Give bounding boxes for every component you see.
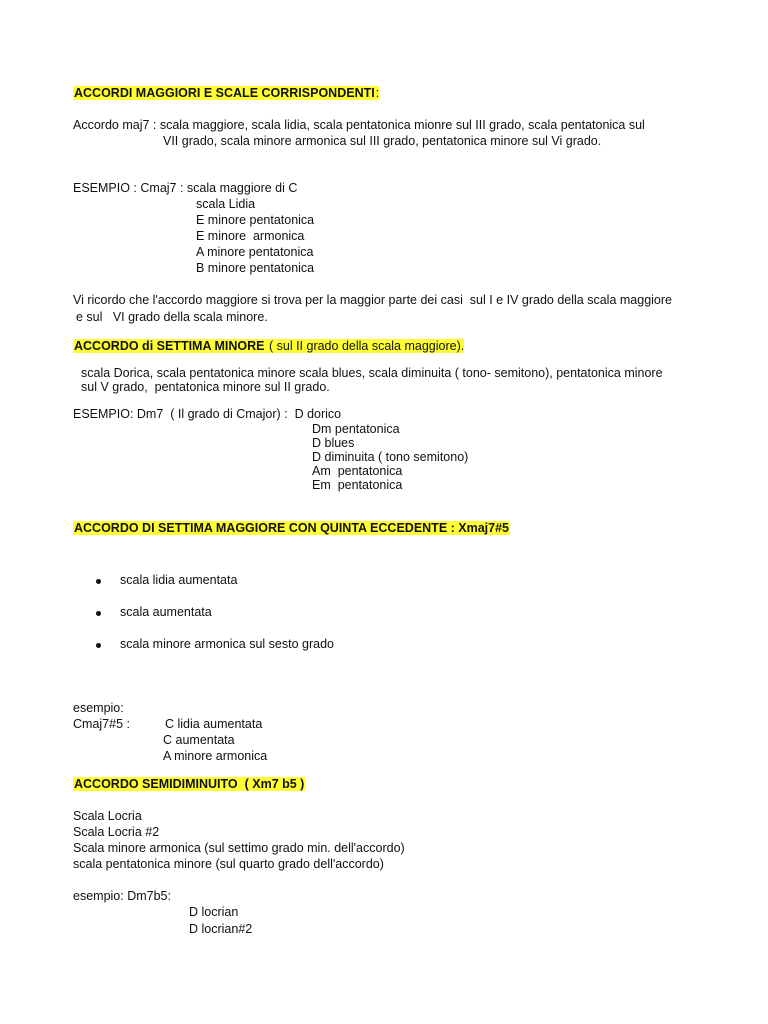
- scale-line: Scala minore armonica (sul settimo grado min. dell'accordo): [73, 841, 405, 855]
- paragraph-line: sul V grado, pentatonica minore sul II grado.: [81, 380, 330, 394]
- section-heading-augmented: [73, 521, 510, 536]
- heading-suffix: ( sul II grado della scala maggiore).: [265, 339, 465, 353]
- example-label: esempio: Dm7b5:: [73, 889, 171, 903]
- example-item: D locrian: [189, 905, 239, 919]
- bullet-dot: [96, 579, 101, 584]
- section-heading-minor-seventh: [73, 339, 464, 354]
- bullet-item: scala aumentata: [120, 605, 212, 619]
- example-item: Am pentatonica: [312, 464, 403, 478]
- note-line: e sul VI grado della scala minore.: [76, 310, 268, 324]
- paragraph-line: Accordo maj7 : scala maggiore, scala lidia, scala pentatonica mionre sul III grado, scala pentatonica sul: [73, 118, 645, 132]
- bullet-dot: [96, 611, 101, 616]
- bullet-item: scala lidia aumentata: [120, 573, 238, 587]
- bullet-dot: [96, 643, 101, 648]
- heading-highlight: ACCORDI MAGGIORI E SCALE CORRISPONDENTI: [74, 86, 375, 100]
- example-item: C lidia aumentata: [165, 717, 263, 731]
- bullet-item: scala minore armonica sul sesto grado: [120, 637, 334, 651]
- example-item: E minore armonica: [196, 229, 305, 243]
- example-item: A minore pentatonica: [196, 245, 314, 259]
- example-item: B minore pentatonica: [196, 261, 315, 275]
- scale-line: Scala Locria: [73, 809, 142, 823]
- example-label: esempio:: [73, 701, 124, 715]
- heading-highlight: ACCORDO DI SETTIMA MAGGIORE CON QUINTA ECCEDENTE : Xmaj7#5: [74, 521, 509, 535]
- section-heading-half-diminished: [73, 777, 305, 792]
- note-line: Vi ricordo che l'accordo maggiore si trova per la maggior parte dei casi sul I e IV grado della scala maggiore: [73, 293, 672, 307]
- heading-highlight: ACCORDO SEMIDIMINUITO ( Xm7 b5 ): [74, 777, 305, 791]
- heading-suffix: :: [375, 86, 380, 100]
- example-item: scala Lidia: [196, 197, 256, 211]
- example-label: ESEMPIO: Dm7 ( Il grado di Cmajor) : D dorico: [73, 407, 342, 421]
- paragraph-line: scala Dorica, scala pentatonica minore scala blues, scala diminuita ( tono- semitono), pentatonica minore: [81, 366, 663, 380]
- example-label: ESEMPIO : Cmaj7 : scala maggiore di C: [73, 181, 298, 195]
- scale-line: Scala Locria #2: [73, 825, 160, 839]
- heading-highlight: ACCORDO di SETTIMA MINORE: [74, 339, 265, 353]
- example-item: C aumentata: [163, 733, 235, 747]
- scale-line: scala pentatonica minore (sul quarto grado dell'accordo): [73, 857, 384, 871]
- example-item: Dm pentatonica: [312, 422, 400, 436]
- example-item: D locrian#2: [189, 922, 253, 936]
- example-chord: Cmaj7#5 :: [73, 717, 130, 731]
- example-item: E minore pentatonica: [196, 213, 315, 227]
- section-heading-major-chords: [73, 86, 379, 101]
- example-item: D diminuita ( tono semitono): [312, 450, 469, 464]
- example-item: Em pentatonica: [312, 478, 403, 492]
- example-item: D blues: [312, 436, 355, 450]
- paragraph-line: VII grado, scala minore armonica sul III grado, pentatonica minore sul Vi grado.: [163, 134, 602, 148]
- example-item: A minore armonica: [163, 749, 268, 763]
